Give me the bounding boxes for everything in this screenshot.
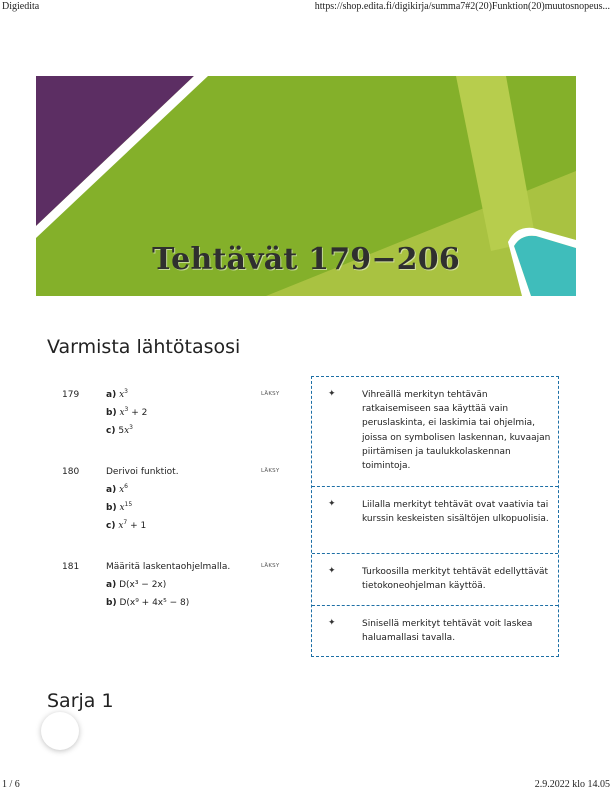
page-counter: 1 / 6 (2, 779, 20, 790)
print-timestamp: 2.9.2022 klo 14.05 (534, 779, 610, 790)
task-prompt: Määritä laskentaohjelmalla. (106, 562, 231, 572)
section-heading: Varmista lähtötasosi (47, 336, 241, 358)
star-icon: ✦ (328, 389, 336, 399)
task-tag: LÄKSY (261, 468, 280, 474)
task-prompt: Derivoi funktiot. (106, 467, 179, 477)
task-part: a) $x^3$ (106, 388, 128, 400)
note-turquoise (312, 554, 558, 606)
task-part: b) $x^{15}$ (106, 501, 133, 513)
note-text: Sinisellä merkityt tehtävät voit laskea haluamallasi tavalla. (362, 619, 533, 644)
legend-notes-box (311, 376, 559, 657)
star-icon: ✦ (328, 566, 336, 576)
task-tag: LÄKSY (261, 391, 280, 397)
section-heading: Sarja 1 (47, 690, 114, 712)
task-part: c) $5x^3$ (106, 424, 133, 436)
note-text: Turkoosilla merkityt tehtävät edellyttävät tietokoneohjelman käyttöä. (362, 567, 549, 592)
task-part: c) $x^7 + 1$ (106, 519, 147, 531)
task-part: a) D(x³ − 2x) (106, 580, 167, 590)
note-blue (312, 606, 558, 657)
browser-title: Digiedita (2, 1, 40, 12)
task-tag: LÄKSY (261, 563, 280, 569)
note-text: Liilalla merkityt tehtävät ovat vaativia tai kurssin keskeisten sisältöjen ulkopuolisia. (362, 500, 549, 525)
note-green (312, 377, 558, 487)
star-icon: ✦ (328, 499, 336, 509)
task-number: 180 (62, 467, 80, 477)
task-number: 179 (62, 390, 80, 400)
page-url: https://shop.edita.fi/digikirja/summa7#2(20)Funktion(20)muutosnopeus... (314, 1, 610, 12)
task-part: b) D(x⁹ + 4x⁵ − 8) (106, 598, 190, 608)
chapter-banner (36, 76, 576, 296)
task-part: b) $x^3 + 2$ (106, 406, 148, 418)
note-text: Vihreällä merkityn tehtävän ratkaisemiseen saa käyttää vain peruslaskinta, ei laskimia tai ohjelmia, joissa on symbolisen laskennan, kuvaajan piirtämisen ja taulukkolaskennan toimintoja. (362, 390, 551, 472)
task-part: a) $x^6$ (106, 483, 128, 495)
floating-action-button[interactable] (41, 712, 79, 750)
task-number: 181 (62, 562, 80, 572)
banner-title: Tehtävät 179−206 (152, 242, 460, 277)
note-purple (312, 487, 558, 554)
star-icon: ✦ (328, 618, 336, 628)
